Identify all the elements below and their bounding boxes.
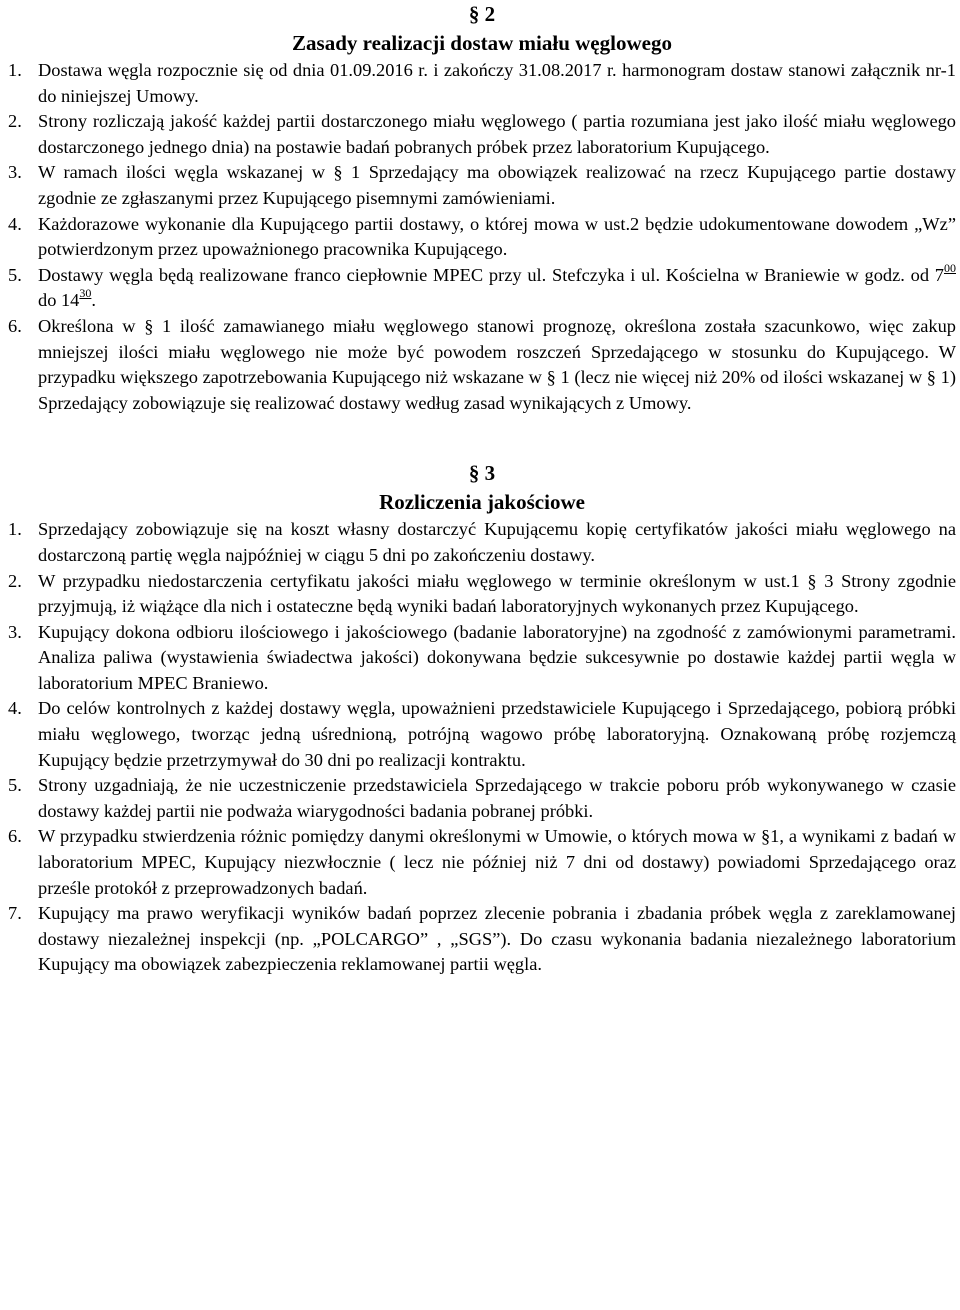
item-text-after: . — [91, 290, 96, 311]
item-text: Określona w § 1 ilość zamawianego miału węglowego stanowi prognozę, określona została szacunkowo, więc zakup mniejszej ilości miału węglowego nie może być powodem roszczeń Sprzedającego w stosunku do Kupującego. W przypadku większego zapotrzebowania Kupującego niż wskazane w § 1 (lecz nie więcej niż 20% od ilości wskazanej w § 1) Sprzedający zobowiązuje się realizować dostawy według zasad wynikających z Umowy. — [38, 315, 956, 413]
list-item — [8, 696, 956, 773]
item-number: 2. — [8, 570, 22, 591]
item-number: 4. — [8, 698, 22, 719]
item-text: Każdorazowe wykonanie dla Kupującego partii dostawy, o której mowa w ust.2 będzie udokumentowane dowodem „Wz” potwierdzonym przez upoważnionego pracownika Kupującego. — [38, 213, 956, 260]
item-text: W przypadku stwierdzenia różnic pomiędzy danymi określonymi w Umowie, o których mowa w §1, a wynikami z badań w laboratorium MPEC, Kupujący niezwłocznie ( lecz nie później niż 7 dni od dostawy) powiadomi Sprzedającego oraz prześle protokół z przeprowadzonych badań. — [38, 826, 956, 898]
section-2-heading — [8, 0, 956, 58]
section-2-title: Zasady realizacji dostaw miału węglowego — [292, 31, 672, 55]
item-text-before: Dostawy węgla będą realizowane franco ciepłownie MPEC przy ul. Stefczyka i ul. Kościelna w Braniewie w godz. od 7 — [38, 264, 944, 285]
item-number: 5. — [8, 775, 22, 796]
list-item — [8, 314, 956, 416]
item-text: Do celów kontrolnych z każdej dostawy węgla, upoważnieni przedstawiciele Kupującego i Sprzedającego, pobiorą próbki miału węglowego, tworząc jedną uśrednioną, potrójną wagowo próbę laboratoryjną. Oznakowaną próbę rozjemczą Kupujący będzie przetrzymywał do 30 dni po realizacji kontraktu. — [38, 698, 956, 770]
item-text: Strony rozliczają jakość każdej partii dostarczonego miału węglowego ( partia rozumiana jest jako ilość miału węglowego dostarczonego jednego dnia) na postawie badań pobranych próbek przez laboratorium Kupującego. — [38, 111, 956, 157]
list-item — [8, 109, 956, 160]
item-text: W ramach ilości węgla wskazanej w § 1 Sprzedający ma obowiązek realizować na rzecz Kupującego partie dostawy zgodnie ze zgłaszanymi przez Kupującego pisemnymi zamówieniami. — [38, 162, 956, 208]
item-number: 3. — [8, 621, 22, 642]
section-3-heading — [8, 459, 956, 517]
item-number: 4. — [8, 213, 22, 234]
section-3-list — [8, 517, 956, 978]
list-item — [8, 517, 956, 568]
list-item — [8, 58, 956, 109]
item-number: 2. — [8, 111, 22, 132]
list-item — [8, 160, 956, 211]
list-item — [8, 212, 956, 263]
section-2-list — [8, 58, 956, 416]
item-text: Strony uzgadniają, że nie uczestniczenie przedstawiciela Sprzedającego w trakcie poboru prób wykonywanego w czasie dostawy każdej partii nie podważa wiarygodności badania pobranej próbki. — [38, 775, 956, 821]
item-number: 3. — [8, 162, 22, 183]
section-2-symbol: § 2 — [468, 2, 496, 26]
hour-superscript: 30 — [79, 286, 92, 301]
section-3-symbol: § 3 — [468, 461, 496, 486]
item-number: 1. — [8, 60, 22, 80]
list-item — [8, 773, 956, 824]
item-number: 6. — [8, 826, 22, 847]
item-text: Dostawa węgla rozpocznie się od dnia 01.09.2016 r. i zakończy 31.08.2017 r. harmonogram dostaw stanowi załącznik nr-1 do niniejszej Umowy. — [38, 60, 956, 106]
hour-superscript: 00 — [944, 260, 956, 275]
list-item — [8, 824, 956, 901]
list-item — [8, 620, 956, 697]
item-text: Sprzedający zobowiązuje się na koszt własny dostarczyć Kupującemu kopię certyfikatów jakości miału węglowego na dostarczoną partię węgla najpóźniej w ciągu 5 dni po zakończeniu dostawy. — [38, 519, 956, 565]
item-number: 6. — [8, 315, 22, 336]
list-item — [8, 901, 956, 978]
section-3-title: Rozliczenia jakościowe — [379, 490, 585, 515]
item-text: Kupujący dokona odbioru ilościowego i jakościowego (badanie laboratoryjne) na zgodność z zamówionymi parametrami. Analiza paliwa (wystawienia świadectwa jakości) dokonywana będzie sukcesywnie po dostawie każdej partii węgla w laboratorium MPEC Braniewo. — [38, 621, 956, 693]
list-item — [8, 260, 956, 314]
item-number: 1. — [8, 519, 22, 540]
list-item — [8, 569, 956, 620]
item-number: 5. — [8, 264, 22, 285]
item-text-middle: do 14 — [38, 290, 80, 311]
item-number: 7. — [8, 903, 22, 924]
item-text: W przypadku niedostarczenia certyfikatu jakości miału węglowego w terminie określonym w ust.1 § 3 Strony zgodnie przyjmują, iż wiążące dla nich i ostateczne będą wyniki badań laboratoryjnych wykonanych przez Kupującego. — [38, 570, 956, 617]
item-text: Kupujący ma prawo weryfikacji wyników badań poprzez zlecenie pobrania i zbadania próbek węgla z zareklamowanej dostawy niezależnej inspekcji (np. „POLCARGO” , „SGS”). Do czasu wykonania badania niezależnego laboratorium Kupujący ma obowiązek zabezpieczenia reklamowanej partii węgla. — [38, 903, 956, 975]
